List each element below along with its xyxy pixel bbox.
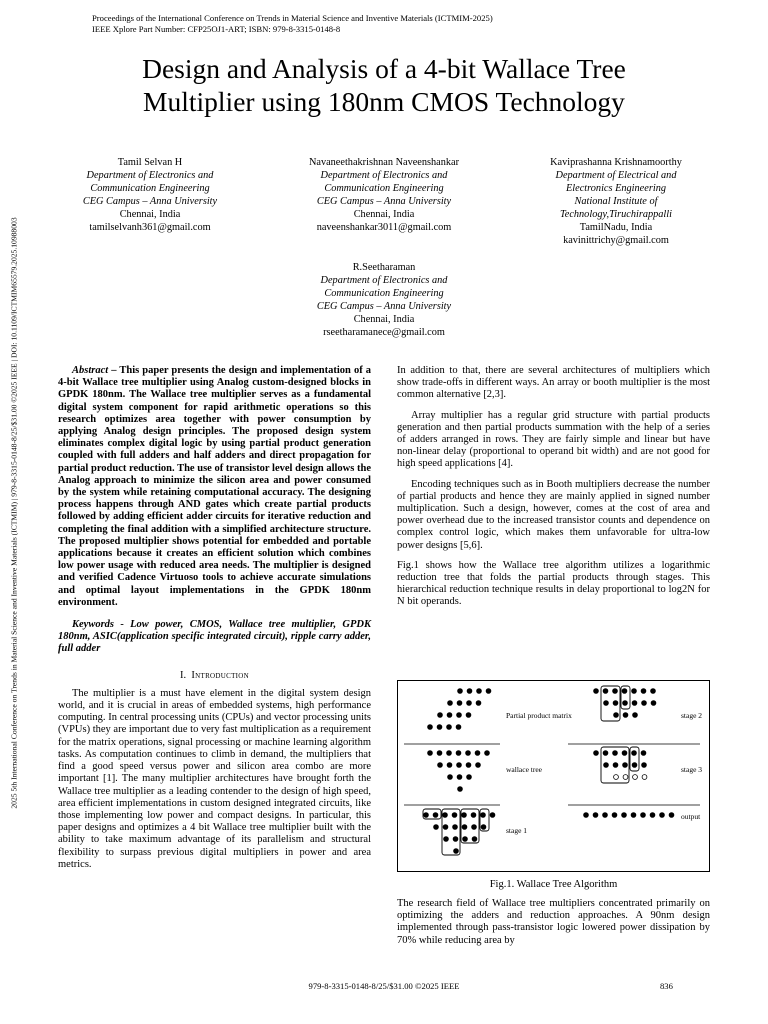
author-affiliation: Technology,Tiruchirappalli <box>559 209 673 220</box>
bit-dot <box>476 763 481 768</box>
section-title: Introduction <box>191 669 250 681</box>
bit-dot <box>614 713 619 718</box>
bit-dot <box>457 763 462 768</box>
bit-dot <box>486 689 491 694</box>
label-output: output <box>681 812 701 821</box>
label-stage-3: stage 3 <box>681 765 703 774</box>
bit-dot <box>448 701 453 706</box>
wallace-tree-diagram <box>398 681 709 871</box>
bit-dot <box>604 763 609 768</box>
bit-dot <box>584 813 589 818</box>
bit-dot <box>467 689 472 694</box>
proceedings-header <box>92 13 493 35</box>
bit-dot <box>485 751 490 756</box>
bit-dot <box>631 813 636 818</box>
bit-dot <box>452 813 457 818</box>
body-paragraph: In addition to that, there are several architectures of multipliers which show trade-offs in different ways. An array or booth multiplier is the most common alternative [2,3]. <box>397 365 710 401</box>
bit-dot <box>642 775 647 780</box>
bit-dot <box>476 701 481 706</box>
bit-dot <box>472 837 477 842</box>
bit-dot <box>458 689 463 694</box>
bit-dot <box>623 763 628 768</box>
author-email: kavinittrichy@gmail.com <box>563 235 669 246</box>
label-wallace-tree: wallace tree <box>506 765 543 774</box>
bit-dot <box>481 813 486 818</box>
author-email: rseetharamanece@gmail.com <box>323 327 445 338</box>
bit-dot <box>463 837 468 842</box>
author-affiliation: Department of Electronics and <box>320 170 448 181</box>
bit-dot <box>457 775 462 780</box>
bit-dot <box>471 813 476 818</box>
title-line-1: Design and Analysis of a 4-bit Wallace Tree <box>142 53 626 84</box>
bit-dot <box>454 849 459 854</box>
bit-dot <box>660 813 665 818</box>
bit-dot <box>447 725 452 730</box>
author-affiliation: Department of Electronics and <box>320 275 448 286</box>
bit-dot <box>641 813 646 818</box>
doi-sidebar <box>7 133 21 893</box>
bit-dot <box>490 813 495 818</box>
abstract-lead: Abstract <box>72 365 109 376</box>
bit-dot <box>623 701 628 706</box>
bit-dot <box>633 775 638 780</box>
bit-dot <box>594 689 599 694</box>
bit-dot <box>424 813 429 818</box>
bit-dot <box>437 725 442 730</box>
bit-dot <box>632 689 637 694</box>
bit-dot <box>633 713 638 718</box>
author-affiliation: National Institute of <box>574 196 658 207</box>
left-column <box>58 365 371 871</box>
bit-dot <box>456 725 461 730</box>
author-block-3 <box>506 156 726 247</box>
author-location: Chennai, India <box>353 314 415 325</box>
author-affiliation: Electronics Engineering <box>566 183 666 194</box>
author-name: Navaneethakrishnan Naveenshankar <box>308 157 460 168</box>
bit-dot <box>466 713 471 718</box>
bit-dot <box>651 689 656 694</box>
bit-dot <box>641 689 646 694</box>
author-affiliation: CEG Campus – Anna University <box>316 301 452 312</box>
intro-paragraph: The multiplier is a must have element in the digital system design world, and it is crucial in areas of embedded systems, high performance computing. In central processing units (CPUs) and vector processing units (VPUs) they are important due to very fast multiplication as a requirement for the matrix operations, signal processing or machine learning algorithm tasks. As computation continues to climb in demand, the multipliers that find a good speed versus power and silicon area combo are more important [1]. The many multiplier architectures have brought forth the Wallace tree multiplier as a leading contender to the design of high speed, area efficient implementations in custom designed integrated circuits, like those implementing low power and compact designs. In particular, this paper designs and optimizes a 4 bit Wallace tree multiplier built with the ability to take maximum advantage of its parallelism and structural flexibility to surpass previous digital multipliers in power and area metrics. <box>58 687 371 870</box>
bit-dot <box>623 713 628 718</box>
bit-dot <box>472 825 477 830</box>
figure-caption: Fig.1. Wallace Tree Algorithm <box>489 879 618 890</box>
author-name: Kaviprashanna Krishnamoorthy <box>550 157 682 168</box>
author-affiliation: Communication Engineering <box>90 183 210 194</box>
abstract-text: – This paper presents the design and implementation of a 4-bit Wallace tree multiplier using Analog custom-designed blocks in GPDK 180nm. The Wallace tree multiplier serves as a fundamental digital system component for rapid arithmetic operations so this research optimizes area together with power consumption by applying Analog design principles. The proposed design system eliminates complex digital logic by using partial product generation coupled with full adders and half adders and direct propagation for partial product reduction. The use of transistor level design allows the Analog approach to minimize the silicon area and power consumed by the system while retaining computational accuracy. The designing process happens through AND gates which create partial products followed by adding efficient adder circuits for iterative reduction and completing the final addition with a simplified architecture structure. The proposed multiplier shows potential for embedded and portable applications because it creates an efficient solution which combines low power usage with reduced area needs. The multiplier is designed and verified Cadence Virtuoso tools to achieve accurate simulations and optimal layout implementations in the GPDK 180nm environment. <box>58 365 371 608</box>
bit-dot <box>457 713 462 718</box>
bit-dot <box>466 763 471 768</box>
author-block-4 <box>274 261 494 339</box>
bit-dot <box>457 701 462 706</box>
author-affiliation: Department of Electronics and <box>86 170 214 181</box>
author-block-2 <box>274 156 494 234</box>
author-affiliation: Communication Engineering <box>324 288 444 299</box>
bit-dot <box>447 751 452 756</box>
bit-dot <box>462 813 467 818</box>
bit-dot <box>603 751 608 756</box>
author-affiliation: CEG Campus – Anna University <box>316 196 452 207</box>
author-email: naveenshankar3011@gmail.com <box>316 222 452 233</box>
bit-dot <box>438 713 443 718</box>
bit-dot <box>481 825 486 830</box>
bit-dot <box>632 763 637 768</box>
bit-dot <box>447 713 452 718</box>
label-stage-2: stage 2 <box>681 711 703 720</box>
bit-dot <box>612 813 617 818</box>
author-affiliation: CEG Campus – Anna University <box>82 196 218 207</box>
section-heading-introduction <box>58 670 371 682</box>
bit-dot <box>467 701 472 706</box>
bit-dot <box>458 787 463 792</box>
body-paragraph: Fig.1 shows how the Wallace tree algorithm utilizes a logarithmic reduction tree that folds the partial products through stages. This hierarchical reduction technique results in delay proportional to log2N for N bit operands. <box>397 559 710 608</box>
label-stage-1: stage 1 <box>506 826 528 835</box>
doi-sidebar-text: 2025 5th International Conference on Trends in Material Science and Inventive Materials (ICTMIM) | 979-8-3315-0148-8/25/$31.00 ©2025 IEEE | DOI: 10.1109/ICTMIM65579.2025.10988003 <box>9 217 19 809</box>
bit-dot <box>444 837 449 842</box>
author-location: Chennai, India <box>353 209 415 220</box>
body-paragraph: Array multiplier has a regular grid structure with partial products generation and then partial products summation with the help of a series of adders arranged in rows. They are fairly simple and linear but have non-linear delay (proportional to operand bit width) and are not good for high speed applications [4]. <box>397 409 710 470</box>
bit-dot <box>623 775 628 780</box>
author-location: Chennai, India <box>119 209 181 220</box>
title-line-2: Multiplier using 180nm CMOS Technology <box>143 86 625 117</box>
author-name: R.Seetharaman <box>352 262 416 273</box>
right-column-bottom <box>397 898 710 947</box>
bit-dot <box>466 751 471 756</box>
abstract-paragraph <box>58 365 371 609</box>
author-email: tamilselvanh361@gmail.com <box>89 222 211 233</box>
author-name: Tamil Selvan H <box>117 157 183 168</box>
author-affiliation: Communication Engineering <box>324 183 444 194</box>
bit-dot <box>613 751 618 756</box>
bit-dot <box>434 825 439 830</box>
bit-dot <box>453 837 458 842</box>
author-block-1 <box>40 156 260 234</box>
bit-dot <box>447 763 452 768</box>
bit-dot <box>437 751 442 756</box>
body-paragraph: Encoding techniques such as in Booth multipliers decrease the number of partial products and hence they are mainly applied in signed number multiplication. Such a design, however, comes at the cost of area and power overhead due to the increased transistor counts and dependence on complex control logic, which makes them unfavorable for ultra-low power designs [5,6]. <box>397 478 710 551</box>
author-affiliation: Department of Electrical and <box>555 170 677 181</box>
right-column-top <box>397 365 710 609</box>
bit-dot <box>433 813 438 818</box>
bit-dot <box>641 751 646 756</box>
copyright-footer: 979-8-3315-0148-8/25/$31.00 ©2025 IEEE <box>308 981 460 991</box>
bit-dot <box>632 701 637 706</box>
bit-dot <box>448 775 453 780</box>
bit-dot <box>669 813 674 818</box>
body-paragraph: The research field of Wallace tree multipliers concentrated primarily on optimizing the adders and reduction approaches. A 90nm design implemented through pass-transistor logic lowered power dissipation by 70% while reducing area by <box>397 898 710 946</box>
bit-dot <box>443 813 448 818</box>
header-line-1: Proceedings of the International Conference on Trends in Material Science and Inventive Materials (ICTMIM-2025) <box>92 13 493 23</box>
bit-dot <box>594 751 599 756</box>
bit-dot <box>593 813 598 818</box>
bit-dot <box>456 751 461 756</box>
bit-dot <box>642 763 647 768</box>
figure-wallace-tree <box>397 680 710 872</box>
bit-dot <box>462 825 467 830</box>
bit-dot <box>614 775 619 780</box>
bit-dot <box>613 701 618 706</box>
bit-dot <box>642 701 647 706</box>
author-location: TamilNadu, India <box>579 222 653 233</box>
label-partial-product: Partial product matrix <box>506 711 572 720</box>
bit-dot <box>603 813 608 818</box>
paper-title <box>0 52 768 118</box>
bit-dot <box>475 751 480 756</box>
bit-dot <box>622 813 627 818</box>
section-number: I. <box>179 669 187 681</box>
bit-dot <box>467 775 472 780</box>
bit-dot <box>603 689 608 694</box>
page-number: 836 <box>660 981 673 991</box>
bit-dot <box>428 751 433 756</box>
bit-dot <box>443 825 448 830</box>
bit-dot <box>622 689 627 694</box>
bit-dot <box>632 751 637 756</box>
bit-dot <box>613 689 618 694</box>
bit-dot <box>477 689 482 694</box>
bit-dot <box>650 813 655 818</box>
bit-dot <box>604 701 609 706</box>
bit-dot <box>651 701 656 706</box>
header-line-2: IEEE Xplore Part Number: CFP25OJ1-ART; ISBN: 979-8-3315-0148-8 <box>92 24 341 34</box>
bit-dot <box>453 825 458 830</box>
bit-dot <box>428 725 433 730</box>
bit-dot <box>622 751 627 756</box>
bit-dot <box>613 763 618 768</box>
bit-dot <box>438 763 443 768</box>
keywords-paragraph: Keywords - Low power, CMOS, Wallace tree multiplier, GPDK 180nm, ASIC(application specific integrated circuit), ripple carry adder, full adder <box>58 619 371 655</box>
